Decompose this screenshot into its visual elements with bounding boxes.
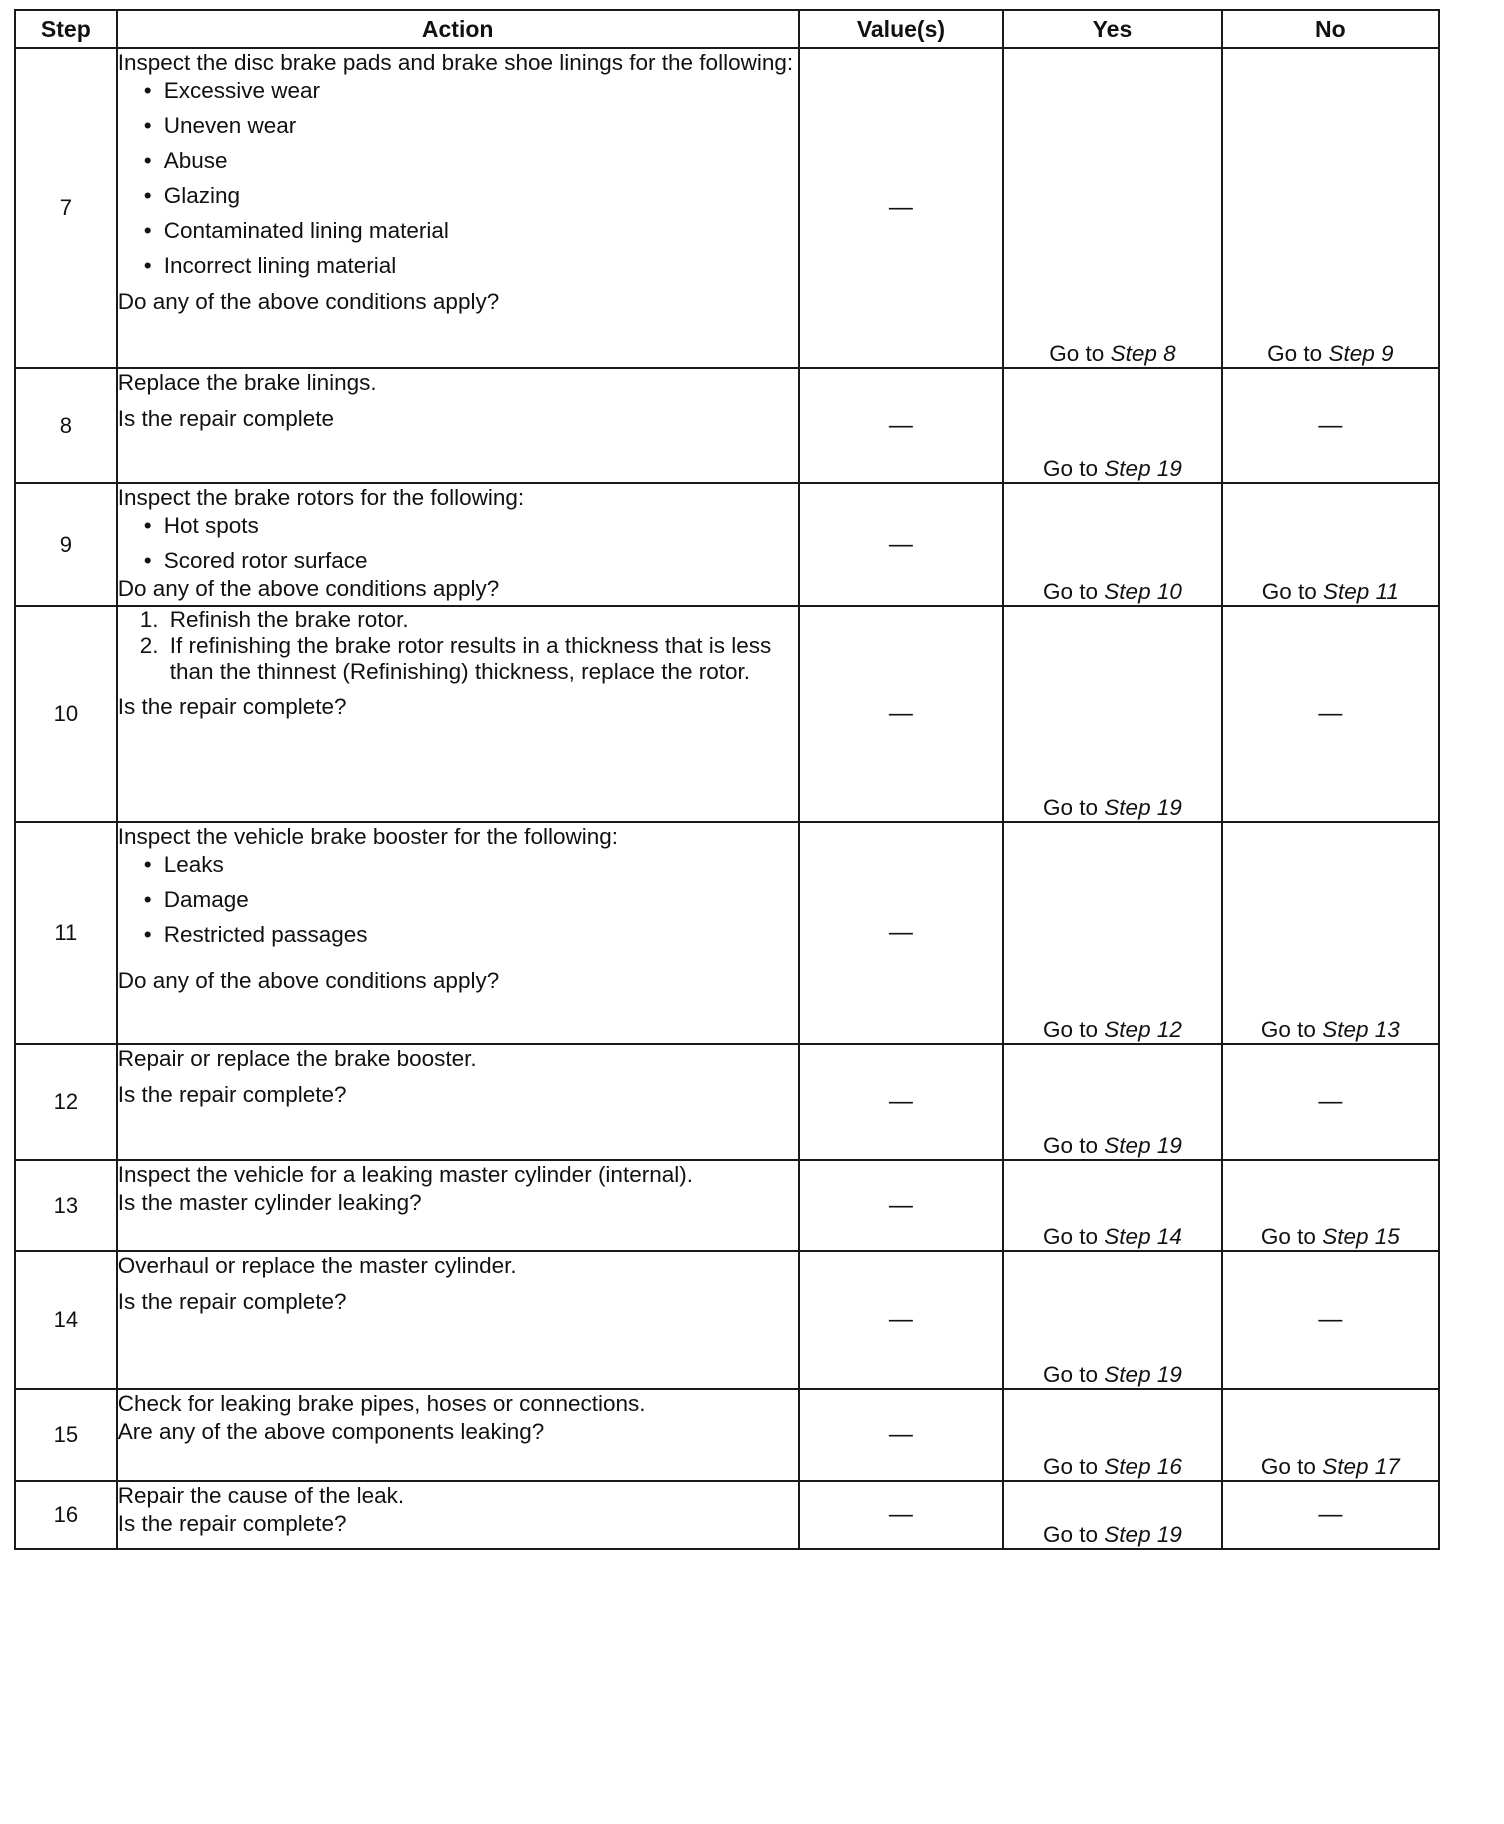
go-to-prefix: Go to <box>1260 1454 1316 1479</box>
no-step-ref: Step 17 <box>1322 1454 1400 1479</box>
no-step-ref: Step 11 <box>1323 579 1399 604</box>
procedure-list <box>118 607 798 685</box>
list-item: • Damage <box>144 886 798 914</box>
table-row <box>15 1389 1439 1481</box>
value-cell: — <box>799 483 1004 606</box>
no-cell <box>1222 48 1439 368</box>
step-number: 7 <box>15 48 117 368</box>
diagnostic-table <box>14 9 1440 1550</box>
table-row <box>15 1251 1439 1389</box>
action-cell <box>117 606 799 822</box>
table-row <box>15 1044 1439 1160</box>
step-number: 14 <box>15 1251 117 1389</box>
yes-cell <box>1003 368 1221 483</box>
list-item <box>140 633 798 685</box>
yes-cell <box>1003 1160 1221 1251</box>
action-question: Is the repair complete? <box>117 1082 347 1107</box>
go-to-prefix: Go to <box>1043 579 1099 604</box>
value-cell: — <box>799 48 1004 368</box>
go-to-prefix: Go to <box>1043 1522 1099 1547</box>
yes-cell <box>1003 1251 1221 1389</box>
table-row <box>15 1481 1439 1549</box>
action-question: Is the repair complete? <box>117 1511 347 1536</box>
condition-list <box>118 851 798 949</box>
action-cell <box>117 368 799 483</box>
action-intro: Repair or replace the brake booster. <box>117 1046 477 1071</box>
yes-step-ref: Step 19 <box>1104 456 1182 481</box>
go-to-prefix: Go to <box>1043 1133 1099 1158</box>
step-number: 10 <box>15 606 117 822</box>
go-to-prefix: Go to <box>1260 1017 1316 1042</box>
yes-step-ref: Step 16 <box>1104 1454 1182 1479</box>
no-step-ref: Step 15 <box>1322 1224 1400 1249</box>
go-to-prefix: Go to <box>1049 341 1105 366</box>
go-to-prefix: Go to <box>1043 1224 1099 1249</box>
list-item: • Glazing <box>144 182 798 210</box>
yes-step-ref: Step 10 <box>1104 579 1182 604</box>
no-cell <box>1222 1160 1439 1251</box>
yes-cell <box>1003 483 1221 606</box>
action-question: Are any of the above components leaking? <box>117 1419 545 1444</box>
table-row <box>15 606 1439 822</box>
value-cell: — <box>799 1251 1004 1389</box>
yes-cell <box>1003 606 1221 822</box>
list-item: • Contaminated lining material <box>144 217 798 245</box>
action-intro: Inspect the vehicle for a leaking master cylinder (internal). <box>117 1162 693 1187</box>
no-cell: — <box>1222 1044 1439 1160</box>
list-number: 2. <box>139 633 159 658</box>
value-cell: — <box>799 606 1004 822</box>
action-question: Is the repair complete? <box>117 1289 347 1314</box>
action-question: Is the master cylinder leaking? <box>117 1190 422 1215</box>
list-item: • Leaks <box>144 851 798 879</box>
no-cell: — <box>1222 606 1439 822</box>
no-cell <box>1222 822 1439 1044</box>
action-cell <box>117 1160 799 1251</box>
no-cell: — <box>1222 1251 1439 1389</box>
action-question: Is the repair complete <box>117 406 335 431</box>
list-item: • Uneven wear <box>144 112 798 140</box>
action-cell <box>117 1481 799 1549</box>
no-cell: — <box>1222 1481 1439 1549</box>
table-row <box>15 48 1439 368</box>
go-to-prefix: Go to <box>1267 341 1323 366</box>
action-cell <box>117 48 799 368</box>
yes-step-ref: Step 14 <box>1104 1224 1182 1249</box>
step-number: 13 <box>15 1160 117 1251</box>
header-step: Step <box>15 10 117 48</box>
go-to-prefix: Go to <box>1043 1454 1099 1479</box>
list-item <box>140 607 798 633</box>
value-cell: — <box>799 1044 1004 1160</box>
list-text: Refinish the brake rotor. <box>169 607 409 632</box>
go-to-prefix: Go to <box>1043 1017 1099 1042</box>
action-intro: Repair the cause of the leak. <box>117 1483 405 1508</box>
list-item: • Hot spots <box>144 512 798 540</box>
action-question: Do any of the above conditions apply? <box>117 576 500 601</box>
list-item: • Abuse <box>144 147 798 175</box>
yes-step-ref: Step 12 <box>1104 1017 1182 1042</box>
yes-step-ref: Step 19 <box>1104 1362 1182 1387</box>
value-cell: — <box>799 822 1004 1044</box>
header-action: Action <box>117 10 799 48</box>
list-item: • Restricted passages <box>144 921 798 949</box>
action-intro: Replace the brake linings. <box>117 370 377 395</box>
value-cell: — <box>799 368 1004 483</box>
condition-list <box>118 512 798 575</box>
yes-cell <box>1003 1044 1221 1160</box>
step-number: 9 <box>15 483 117 606</box>
go-to-prefix: Go to <box>1261 579 1317 604</box>
go-to-prefix: Go to <box>1043 795 1099 820</box>
action-intro: Inspect the brake rotors for the following: <box>117 485 525 510</box>
action-intro: Overhaul or replace the master cylinder. <box>117 1253 517 1278</box>
action-intro: Check for leaking brake pipes, hoses or connections. <box>117 1391 646 1416</box>
table-row <box>15 822 1439 1044</box>
action-cell <box>117 1389 799 1481</box>
no-cell: — <box>1222 368 1439 483</box>
yes-step-ref: Step 8 <box>1110 341 1176 366</box>
action-intro: Inspect the vehicle brake booster for the following: <box>117 824 618 849</box>
action-question: Do any of the above conditions apply? <box>117 968 500 993</box>
list-number: 1. <box>139 607 159 632</box>
action-question: Do any of the above conditions apply? <box>117 289 500 314</box>
header-no: No <box>1222 10 1439 48</box>
table-row <box>15 483 1439 606</box>
yes-cell <box>1003 48 1221 368</box>
yes-step-ref: Step 19 <box>1104 795 1182 820</box>
step-number: 11 <box>15 822 117 1044</box>
action-intro: Inspect the disc brake pads and brake shoe linings for the following: <box>117 50 794 75</box>
yes-cell <box>1003 822 1221 1044</box>
condition-list <box>118 77 798 280</box>
step-number: 8 <box>15 368 117 483</box>
yes-step-ref: Step 19 <box>1104 1133 1182 1158</box>
step-number: 16 <box>15 1481 117 1549</box>
yes-step-ref: Step 19 <box>1104 1522 1182 1547</box>
value-cell: — <box>799 1481 1004 1549</box>
step-number: 12 <box>15 1044 117 1160</box>
header-values: Value(s) <box>799 10 1004 48</box>
value-cell: — <box>799 1160 1004 1251</box>
go-to-prefix: Go to <box>1260 1224 1316 1249</box>
header-row <box>15 10 1439 48</box>
list-text: If refinishing the brake rotor results in a thickness that is less than the thinnest (Refinishing) thickness, replace the rotor. <box>169 633 772 684</box>
list-item: • Incorrect lining material <box>144 252 798 280</box>
list-item: • Excessive wear <box>144 77 798 105</box>
yes-cell <box>1003 1389 1221 1481</box>
go-to-prefix: Go to <box>1043 1362 1099 1387</box>
no-step-ref: Step 9 <box>1328 341 1394 366</box>
no-cell <box>1222 1389 1439 1481</box>
no-cell <box>1222 483 1439 606</box>
action-question: Is the repair complete? <box>117 694 347 719</box>
step-number: 15 <box>15 1389 117 1481</box>
list-item: • Scored rotor surface <box>144 547 798 575</box>
table-row <box>15 1160 1439 1251</box>
action-cell <box>117 483 799 606</box>
action-cell <box>117 822 799 1044</box>
no-step-ref: Step 13 <box>1322 1017 1400 1042</box>
yes-cell <box>1003 1481 1221 1549</box>
header-yes: Yes <box>1003 10 1221 48</box>
action-cell <box>117 1044 799 1160</box>
action-cell <box>117 1251 799 1389</box>
value-cell: — <box>799 1389 1004 1481</box>
go-to-prefix: Go to <box>1043 456 1099 481</box>
table-row <box>15 368 1439 483</box>
